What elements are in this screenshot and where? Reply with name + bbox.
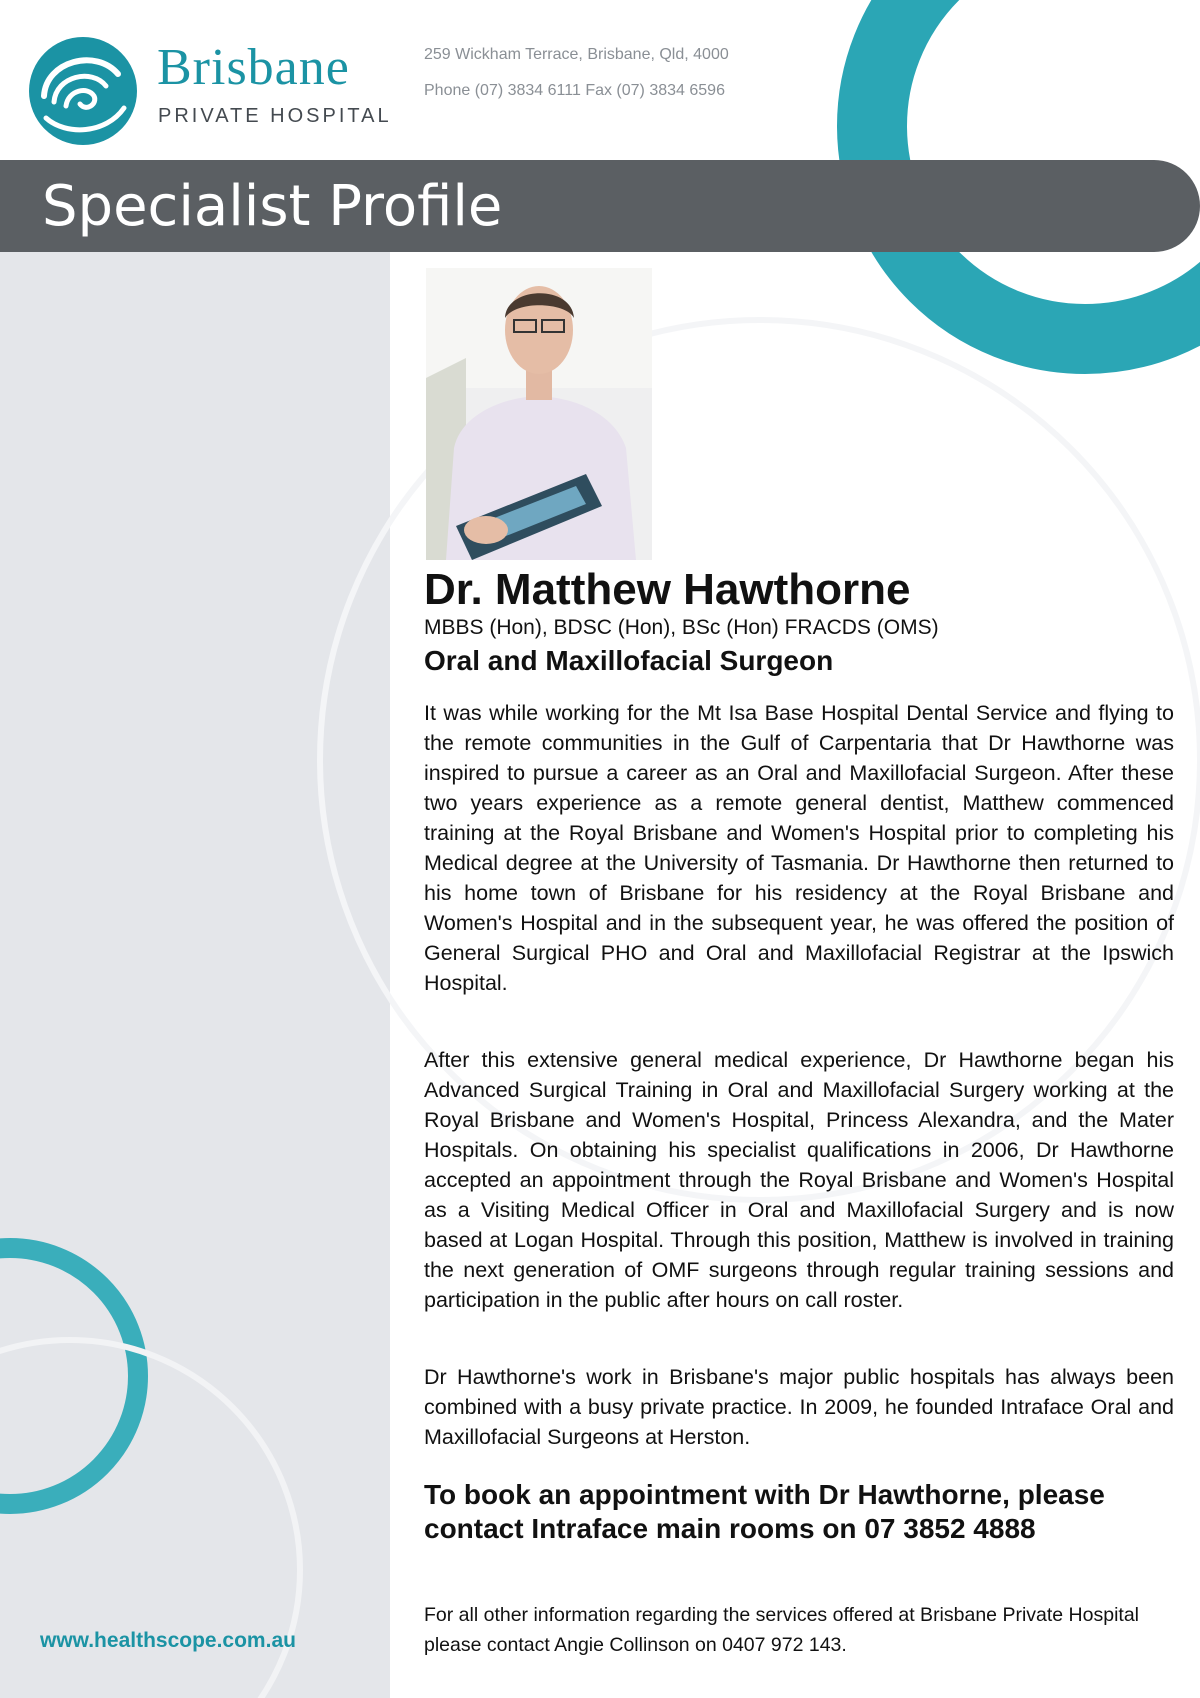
bio-paragraph: It was while working for the Mt Isa Base Hospital Dental Service and flying to the remote communities in the Gulf of Carpentaria that Dr Hawthorne was inspired to pursue a career as an Oral and Maxillofacial Surgeon. After these two years experience as a remote general dentist, Matthew commenced training at the Royal Brisbane and Women's Hospital prior to completing his Medical degree at the University of Tasmania. Dr Hawthorne then returned to his home town of Brisbane for his residency at the Royal Brisbane and Women's Hospital and in the subsequent year, he was offered the position of General Surgical PHO and Oral and Maxillofacial Registrar at the Ipswich Hospital.	[424, 701, 1174, 995]
left-sidebar-panel	[0, 252, 390, 1698]
doctor-name: Dr. Matthew Hawthorne	[424, 565, 911, 614]
booking-instructions: To book an appointment with Dr Hawthorne, please contact Intraface main rooms on 07 3852 4888	[424, 1479, 1105, 1544]
hospital-address: 259 Wickham Terrace, Brisbane, Qld, 4000	[424, 46, 729, 63]
hospital-logo-icon	[26, 36, 140, 146]
website-link[interactable]: www.healthscope.com.au	[40, 1629, 296, 1652]
bio-paragraph: After this extensive general medical experience, Dr Hawthorne began his Advanced Surgical Training in Oral and Maxillofacial Surgery working at the Royal Brisbane and Women's Hospital, Princess Alexandra, and the Mater Hospitals. On obtaining his specialist qualifications in 2006, Dr Hawthorne accepted an appointment through the Royal Brisbane and Women's Hospital as a Visiting Medical Officer in Oral and Maxillofacial Surgery and is now based at Logan Hospital. Through this position, Matthew is involved in training the next generation of OMF surgeons through regular training sessions and participation in the public after hours on call roster.	[424, 1048, 1174, 1312]
bio-paragraph: Dr Hawthorne's work in Brisbane's major public hospitals has always been combined with a busy private practice. In 2009, he founded Intraface Oral and Maxillofacial Surgeons at Herston.	[424, 1365, 1174, 1449]
page-title: Specialist Profile	[42, 174, 503, 239]
doctor-specialty: Oral and Maxillofacial Surgeon	[424, 645, 834, 676]
doctor-photo	[426, 268, 652, 560]
title-banner	[0, 160, 1200, 252]
brand-subtitle: PRIVATE HOSPITAL	[158, 105, 392, 127]
brand-name: Brisbane	[157, 39, 350, 96]
hospital-phone-fax: Phone (07) 3834 6111 Fax (07) 3834 6596	[424, 82, 725, 99]
doctor-qualifications: MBBS (Hon), BDSC (Hon), BSc (Hon) FRACDS (OMS)	[424, 616, 939, 639]
footer-contact-info: For all other information regarding the services offered at Brisbane Private Hospital please contact Angie Collinson on 0407 972 143.	[424, 1604, 1139, 1656]
